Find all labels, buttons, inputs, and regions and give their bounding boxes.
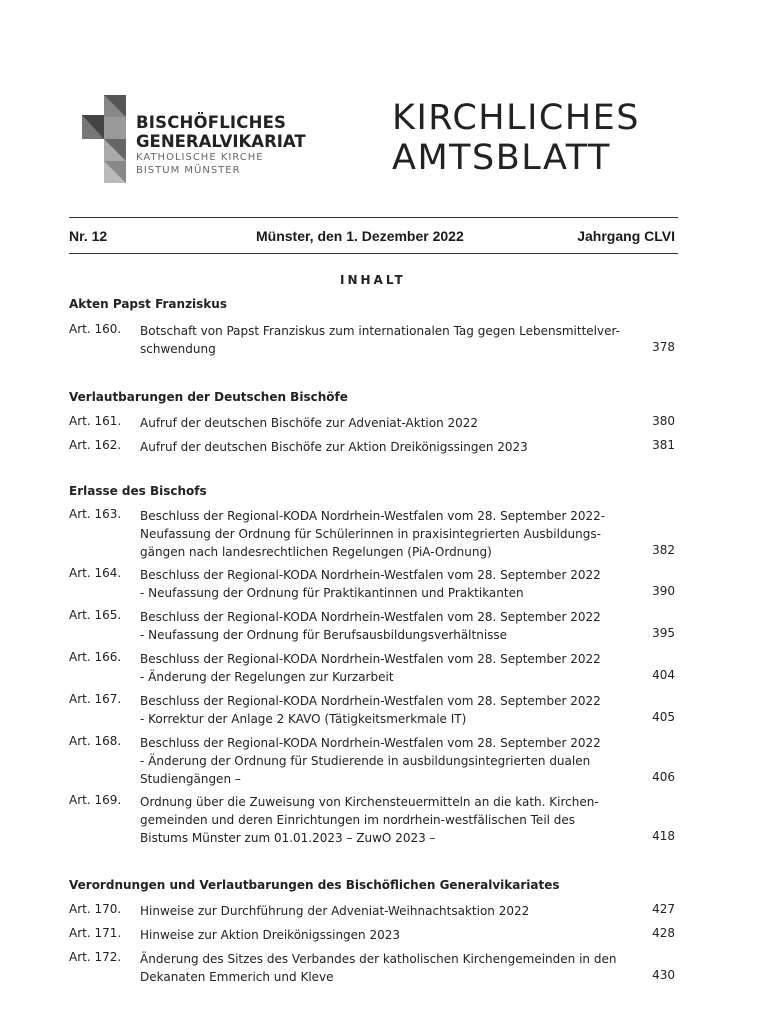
article-title: Aufruf der deutschen Bischöfe zur Aktion Dreikönigssingen 2023 [140, 440, 528, 454]
article-title: Beschluss der Regional-KODA Nordrhein-Westfalen vom 28. September 2022- Neufassung der Ordnung für Schülerinnen in praxisintegrierten Ausbildungs- gängen nach landesrechtlichen Regelungen (PiA-Ordnung) [140, 509, 606, 559]
article-number: Art. 162. [69, 438, 122, 452]
title-line1: KIRCHLICHES [392, 98, 641, 138]
article-title: Aufruf der deutschen Bischöfe zur Adveniat-Aktion 2022 [140, 416, 479, 430]
masthead-bottom-rule [69, 253, 678, 254]
diocese-logo [80, 95, 320, 185]
logo-wordmark [136, 113, 306, 177]
masthead [69, 228, 678, 248]
page-number: 405 [652, 710, 675, 724]
article-number: Art. 171. [69, 926, 122, 940]
page-number: 378 [652, 340, 675, 354]
article-number: Art. 161. [69, 414, 122, 428]
logo-sub1: KATHOLISCHE KIRCHE [136, 152, 264, 163]
issue-volume: Jahrgang CLVI [577, 228, 675, 244]
logo-line1: BISCHÖFLICHES [136, 113, 287, 132]
article-title: Hinweise zur Durchführung der Adveniat-Weihnachtsaktion 2022 [140, 904, 530, 918]
article-title: Ordnung über die Zuweisung von Kirchensteuermitteln an die kath. Kirchen- gemeinden und deren Einrichtungen im nordrhein-westfälischen Teil des Bistums Münster zum 01.01.2023 – ZuwO 2023 – [140, 795, 599, 845]
title-line2: AMTSBLATT [392, 138, 611, 178]
article-title: Botschaft von Papst Franziskus zum internationalen Tag gegen Lebensmittelver- schwendung [140, 324, 620, 356]
article-title: Beschluss der Regional-KODA Nordrhein-Westfalen vom 28. September 2022 - Neufassung der Ordnung für Praktikantinnen und Praktikanten [140, 568, 601, 600]
article-number: Art. 164. [69, 566, 122, 580]
page-number: 430 [652, 968, 675, 982]
contents-heading: INHALT [340, 273, 406, 287]
article-number: Art. 165. [69, 608, 122, 622]
article-number: Art. 170. [69, 902, 122, 916]
article-number: Art. 166. [69, 650, 122, 664]
logo-sub2: BISTUM MÜNSTER [136, 165, 241, 176]
article-title: Änderung des Sitzes des Verbandes der katholischen Kirchengemeinden in den Dekanaten Emmerich und Kleve [140, 952, 617, 984]
page-number: 395 [652, 626, 675, 640]
page-number: 381 [652, 438, 675, 452]
page-number: 418 [652, 829, 675, 843]
page-number: 406 [652, 770, 675, 784]
article-title: Beschluss der Regional-KODA Nordrhein-Westfalen vom 28. September 2022 - Änderung der Regelungen zur Kurzarbeit [140, 652, 601, 684]
issue-date: Münster, den 1. Dezember 2022 [256, 228, 464, 244]
article-number: Art. 163. [69, 507, 122, 521]
section-heading: Verlautbarungen der Deutschen Bischöfe [69, 390, 348, 404]
article-title: Beschluss der Regional-KODA Nordrhein-Westfalen vom 28. September 2022 - Neufassung der Ordnung für Berufsausbildungsverhältnisse [140, 610, 601, 642]
publication-title [392, 98, 640, 178]
article-title: Beschluss der Regional-KODA Nordrhein-Westfalen vom 28. September 2022 - Korrektur der Anlage 2 KAVO (Tätigkeitsmerkmale IT) [140, 694, 601, 726]
cross-logo-icon [80, 95, 128, 183]
page-number: 390 [652, 584, 675, 598]
article-title: Hinweise zur Aktion Dreikönigssingen 2023 [140, 928, 401, 942]
article-number: Art. 160. [69, 322, 122, 336]
page-number: 404 [652, 668, 675, 682]
article-number: Art. 168. [69, 734, 122, 748]
article-number: Art. 167. [69, 692, 122, 706]
section-heading: Erlasse des Bischofs [69, 484, 207, 498]
page-number: 380 [652, 414, 675, 428]
article-number: Art. 169. [69, 793, 122, 807]
section-heading: Verordnungen und Verlautbarungen des Bischöflichen Generalvikariates [69, 878, 560, 892]
section-heading: Akten Papst Franziskus [69, 297, 227, 311]
article-number: Art. 172. [69, 950, 122, 964]
page-number: 427 [652, 902, 675, 916]
issue-number: Nr. 12 [69, 228, 108, 244]
article-title: Beschluss der Regional-KODA Nordrhein-Westfalen vom 28. September 2022 - Änderung der Ordnung für Studierende in ausbildungsintegrierten dualen Studiengängen – [140, 736, 601, 786]
logo-line2: GENERALVIKARIAT [136, 132, 306, 151]
page-number: 428 [652, 926, 675, 940]
masthead-top-rule [69, 217, 678, 218]
page-number: 382 [652, 543, 675, 557]
